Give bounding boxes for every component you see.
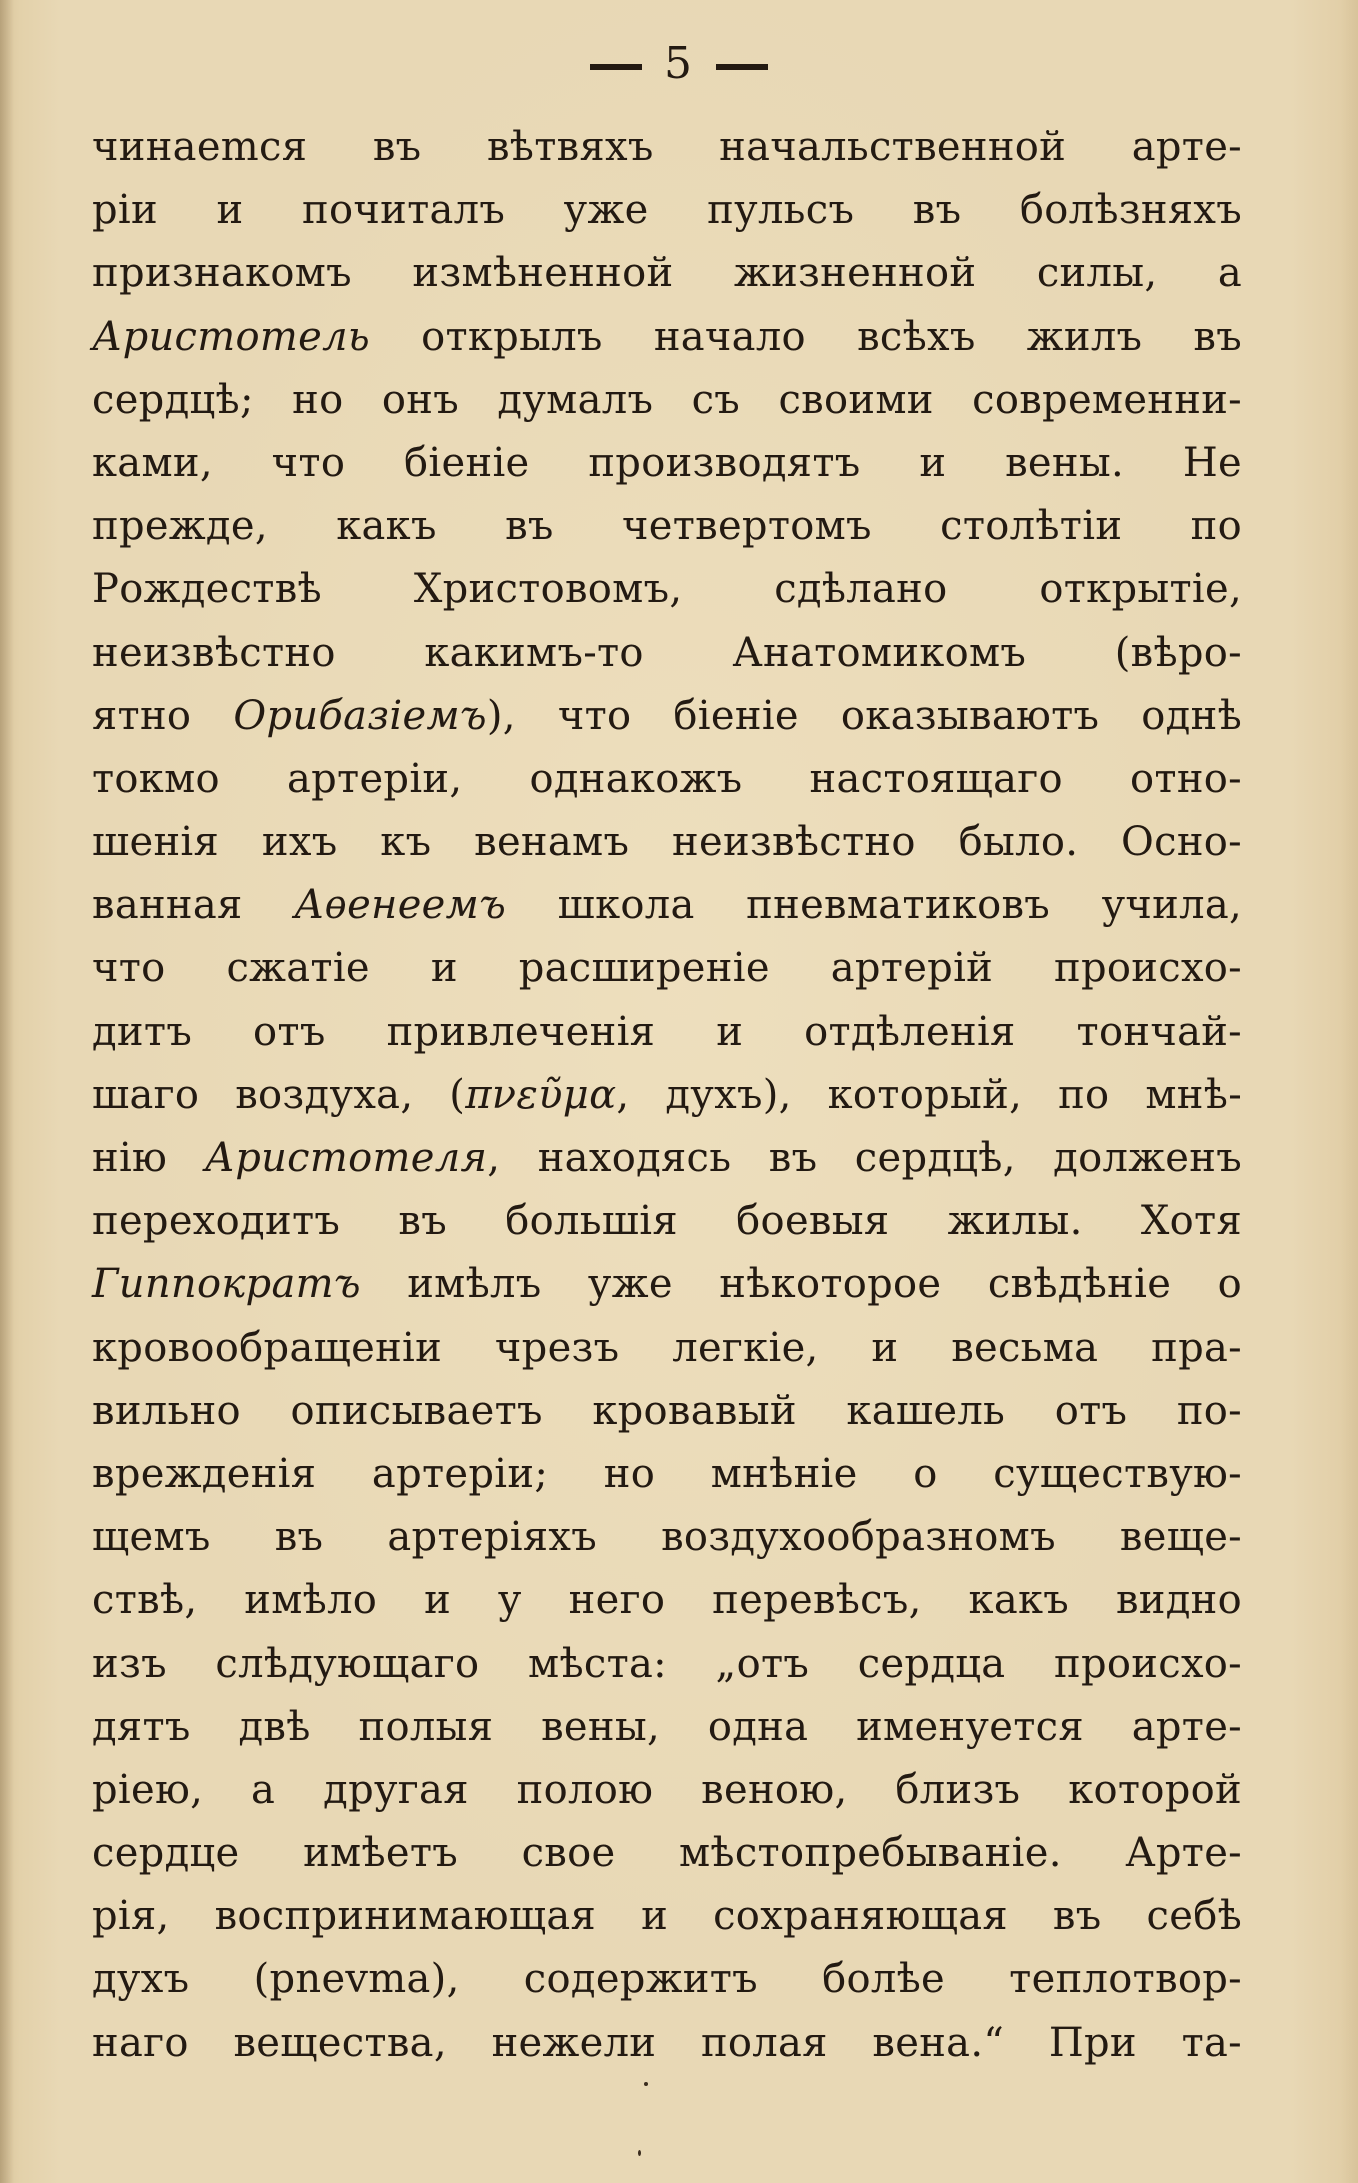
text-line — [92, 1064, 1242, 1127]
text-line — [92, 1380, 1242, 1443]
text-segment: ятно — [92, 692, 234, 739]
ink-speck — [644, 2082, 648, 2086]
text-line — [92, 1317, 1242, 1380]
ink-speck — [638, 2150, 641, 2156]
text-segment: рія, воспринимающая и сохраняющая въ себѣ — [92, 1893, 1242, 1940]
text-line — [92, 558, 1242, 621]
text-segment: наго вещества, нежели полая вена.“ При та- — [92, 2019, 1242, 2066]
italic-name: Аристотеля — [204, 1135, 488, 1181]
text-segment: признакомъ измѣненной жизненной силы, а — [92, 250, 1242, 297]
text-segment: врежденія артеріи; но мнѣніе о существую- — [92, 1450, 1242, 1497]
text-line — [92, 179, 1242, 242]
text-line — [92, 1001, 1242, 1064]
text-segment: что сжатіе и расширеніе артерій происхо- — [92, 945, 1242, 992]
text-line — [92, 874, 1242, 937]
text-segment: шенія ихъ къ венамъ неизвѣстно было. Осно- — [92, 819, 1242, 866]
text-line — [92, 1190, 1242, 1253]
text-line — [92, 2012, 1242, 2075]
text-segment: ріи и почиталъ уже пульсъ въ болѣзняхъ — [92, 187, 1242, 234]
text-line — [92, 1569, 1242, 1632]
text-line — [92, 242, 1242, 305]
text-line — [92, 432, 1242, 495]
text-line — [92, 1885, 1242, 1948]
text-line — [92, 116, 1242, 179]
text-line — [92, 1822, 1242, 1885]
page-edge-shadow — [0, 0, 14, 2183]
text-line — [92, 748, 1242, 811]
text-segment: нію — [92, 1135, 205, 1181]
text-line — [92, 1696, 1242, 1759]
text-segment: ками, что біеніе производятъ и вены. Не — [92, 439, 1242, 486]
text-segment: чинаеmся въ вѣтвяхъ начальственной арте- — [92, 124, 1242, 170]
text-segment: сердце имѣетъ свое мѣстопребываніе. Арте- — [92, 1830, 1242, 1877]
text-segment: вильно описываетъ кровавый кашель отъ по- — [92, 1387, 1242, 1434]
text-segment: ріею, а другая полою веною, близъ которой — [92, 1766, 1242, 1813]
text-segment: имѣлъ уже нѣкоторое свѣдѣніе о — [360, 1261, 1242, 1308]
text-line — [92, 1948, 1242, 2011]
text-segment: ствѣ, имѣло и у него перевѣсъ, какъ видно — [92, 1577, 1242, 1624]
text-segment: шаго воздуха, ( — [92, 1071, 466, 1118]
text-line — [92, 1253, 1242, 1316]
text-line — [92, 369, 1242, 432]
italic-name: Аѳенеемъ — [294, 882, 507, 929]
text-line — [92, 811, 1242, 874]
text-line — [92, 1759, 1242, 1822]
text-segment: , духъ), который, по мнѣ- — [616, 1071, 1243, 1118]
text-line — [92, 1633, 1242, 1696]
text-segment: открылъ начало всѣхъ жилъ въ — [369, 313, 1242, 360]
text-line — [92, 1443, 1242, 1506]
text-line — [92, 495, 1242, 558]
text-segment: дятъ двѣ полыя вены, одна именуется арте- — [92, 1703, 1242, 1750]
italic-name: Аристотель — [92, 313, 370, 360]
body-text — [92, 116, 1242, 2075]
text-segment: кровообращеніи чрезъ легкіе, и весьма пра- — [92, 1324, 1242, 1371]
page-number: 5 — [664, 38, 694, 89]
text-line — [92, 306, 1242, 369]
text-segment: изъ слѣдующаго мѣста: „отъ сердца происхо- — [92, 1640, 1242, 1687]
text-line — [92, 685, 1242, 748]
text-line — [92, 1506, 1242, 1569]
text-segment: ), что біеніе оказываютъ однѣ — [486, 692, 1242, 739]
header-dash-right — [716, 64, 768, 70]
text-segment: дитъ отъ привлеченія и отдѣленія тончай- — [92, 1008, 1242, 1055]
text-segment: токмо артеріи, однакожъ настоящаго отно- — [92, 755, 1242, 802]
text-segment: переходитъ въ большія боевыя жилы. Хотя — [92, 1198, 1242, 1245]
header-dash-left — [590, 64, 642, 70]
italic-name: πνεῦμα — [465, 1071, 617, 1118]
text-line — [92, 1127, 1242, 1190]
text-segment: Рождествѣ Христовомъ, сдѣлано открытіе, — [92, 566, 1242, 613]
text-segment: ванная — [92, 882, 295, 929]
text-segment: сердцѣ; но онъ думалъ съ своими современни- — [92, 376, 1242, 423]
text-segment: , находясь въ сердцѣ, долженъ — [487, 1135, 1242, 1181]
text-line — [92, 937, 1242, 1000]
text-segment: школа пневматиковъ учила, — [506, 882, 1242, 929]
text-segment: прежде, какъ въ четвертомъ столѣтіи по — [92, 503, 1242, 550]
text-segment: неизвѣстно какимъ-то Анатомикомъ (вѣро- — [92, 629, 1242, 676]
text-segment: щемъ въ артеріяхъ воздухообразномъ веще- — [92, 1514, 1242, 1561]
page-header — [0, 34, 1358, 94]
text-line — [92, 622, 1242, 685]
text-segment: духъ (pnevma), содержитъ болѣе теплотвор- — [92, 1956, 1242, 2003]
italic-name: Орибазіемъ — [233, 692, 487, 739]
italic-name: Гиппократъ — [92, 1261, 361, 1308]
